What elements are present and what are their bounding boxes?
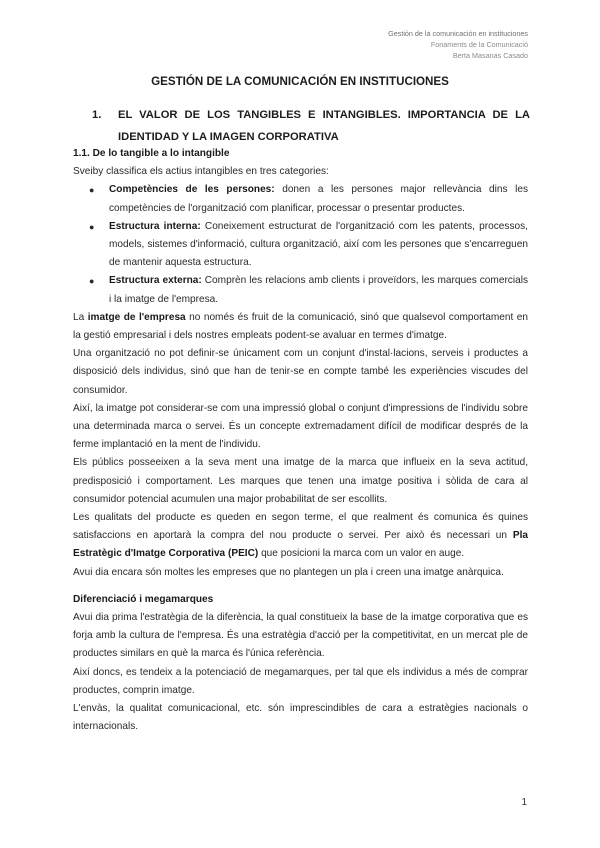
paragraph-intro: Sveiby classifica els actius intangibles en tres categories: (73, 166, 329, 178)
section-title: EL VALOR DE LOS TANGIBLES E INTANGIBLES. IMPORTANCIA DE LA IDENTIDAD Y LA IMAGEN CORPORATIVA (118, 109, 530, 143)
bold-term: Pla Estratègic d'Imatge Corporativa (PEIC) (73, 530, 528, 560)
bullet-term: Estructura interna: (109, 220, 201, 232)
section-number: 1. (92, 109, 102, 121)
text-run: que posicioni la marca com un valor en auge. (258, 548, 465, 560)
bullet-text: Coneixement estructurat de l'organització com les patents, processos, models, sistemes d'informació, cultura organització, així com les persones que s'encarreguen de mantenir aquesta estructura. (109, 220, 528, 269)
bullet-text: Comprèn les relacions amb clients i proveïdors, les marques comercials i la imatge de l'empresa. (109, 275, 529, 305)
list-item (73, 181, 528, 217)
bullet-icon: ● (89, 221, 95, 232)
header-author: Berta Masanas Casado (452, 50, 528, 60)
document-body (73, 145, 528, 737)
text-run: Les qualitats del producte es queden en segon terme, el que realment és comunica és quines satisfaccions en aportarà la compra del nou producte o servei. Per això és necessari un (73, 512, 528, 542)
subsection-heading: Diferenciació i megamarques (73, 593, 214, 605)
spacer (73, 582, 528, 591)
paragraph: Així, la imatge pot considerar-se com una impressió global o conjunt d'impressions de l'individu sobre una determinada marca o servei. És un concepte extremadament difícil de modificar després de la ferme implantació en la ment de l'individu. (73, 402, 528, 451)
header-course: Gestión de la comunicación en instituciones (388, 29, 528, 38)
bold-term: imatge de l'empresa (87, 311, 186, 323)
document-title: GESTIÓN DE LA COMUNICACIÓN EN INSTITUCIONES (151, 75, 449, 88)
header-subject: Fonaments de la Comunicació (430, 39, 528, 49)
section-heading (92, 104, 530, 148)
text-run: La (73, 311, 88, 323)
paragraph: Avui dia prima l'estratègia de la diferència, la qual constitueix la base de la imatge corporativa que es forja amb la cultura de l'empresa. És una estratègia d'acció per la competitivitat, en un mercat ple de productes similars en què la marca és l'única referència. (73, 612, 528, 660)
paragraph (73, 509, 528, 564)
subsection-heading: 1.1. De lo tangible a lo intangible (73, 148, 230, 159)
paragraph: Així doncs, es tendeix a la potenciació de megamarques, per tal que els individus a més de comprar productes, comprin imatge. (73, 666, 528, 696)
running-header (388, 29, 528, 61)
paragraph (73, 309, 528, 345)
bullet-text: donen a les persones major rellevància dins les competències de l'organització com planificar, processar o presentar productes. (109, 184, 528, 214)
text-run: no només és fruit de la comunicació, sinó que qualsevol comportament en la gestió empresarial i dels nostres empleats podent-se avaluar en termes d'imatge. (73, 311, 528, 342)
bullet-icon: ● (89, 185, 95, 196)
bullet-term: Competències de les persones: (109, 184, 275, 196)
list-item (73, 272, 528, 308)
page-number: 1 (521, 797, 527, 808)
paragraph: L'envàs, la qualitat comunicacional, etc. són imprescindibles de cara a estratègies nacionals o internacionals. (73, 703, 528, 733)
bullet-icon: ● (89, 276, 95, 287)
list-item (73, 218, 528, 273)
bullet-list (73, 181, 528, 308)
paragraph: Els públics posseeixen a la seva ment una imatge de la marca que influeix en la seva actitud, predisposició i comportament. Les marques que tenen una imatge positiva i sòlida de cara al consumidor potencial acumulen una major probabilitat de ser escollits. (73, 457, 528, 505)
paragraph: Una organització no pot definir-se únicament com un conjunt d'instal·lacions, serveis i productes a disposició dels individus, sinó que han de tenir-se en compte també les experiències viscudes del consumidor. (73, 348, 528, 396)
bullet-term: Estructura externa: (109, 275, 202, 287)
paragraph: Avui dia encara són moltes les empreses que no plantegen un pla i creen una imatge anàrquica. (73, 566, 504, 578)
